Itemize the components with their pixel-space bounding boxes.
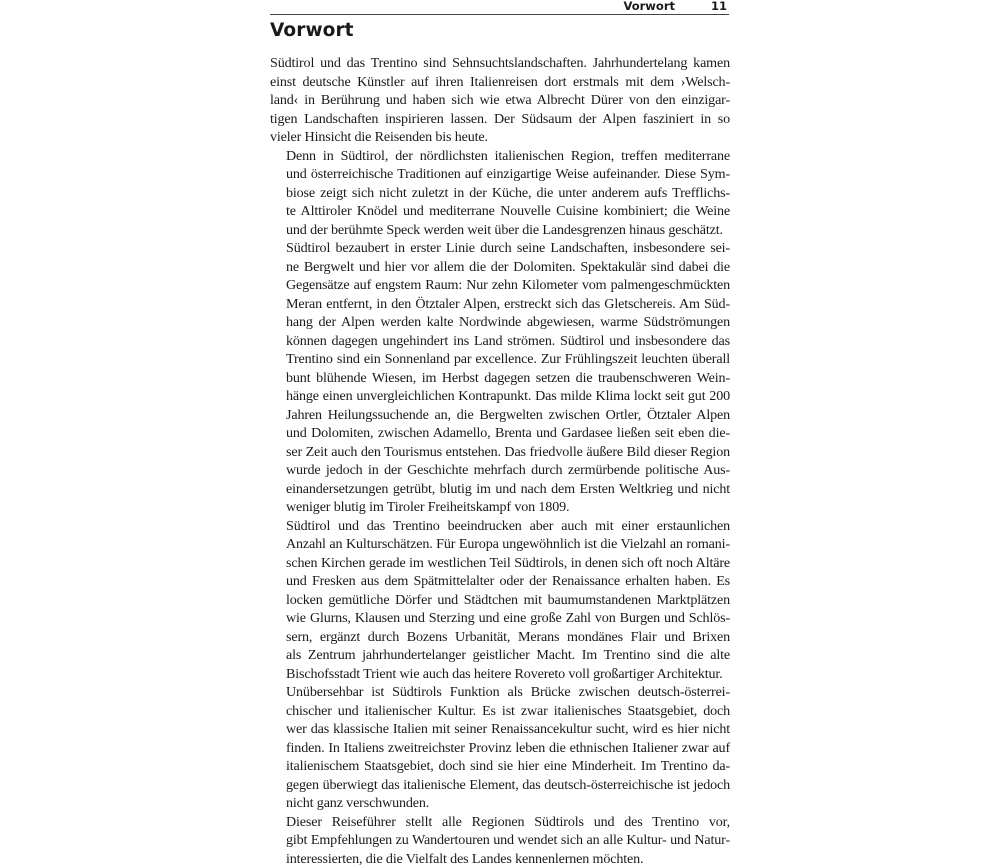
text-line: bunt blühende Wiesen, im Herbst dagegen setzen die traubenschweren Wein- [270,369,730,388]
book-page [270,0,730,800]
page-number: 11 [711,0,727,13]
running-header-title: Vorwort [623,0,675,13]
text-line: locken gemütliche Dörfer und Städtchen mit baumumstandenen Marktplätzen [270,591,730,610]
chapter-title: Vorwort [270,19,354,43]
text-line: nicht ganz verschwunden. [270,794,730,813]
text-line: wurde jedoch in der Geschichte mehrfach durch zermürbende politische Aus- [270,461,730,480]
text-line: italienischem Staatsgebiet, doch sind sie hier eine Minderheit. Im Trentino da- [270,757,730,776]
text-line: und Dolomiten, zwischen Adamello, Brenta und Gardasee ließen seit eben die- [270,424,730,443]
text-line: einandersetzungen getrübt, blutig im und nach dem Ersten Weltkrieg und nicht [270,480,730,499]
text-line: schen Kirchen gerade im westlichen Teil Südtirols, in denen sich oft noch Altäre [270,554,730,573]
text-line: te Alttiroler Knödel und mediterrane Nouvelle Cuisine kombiniert; die Weine [270,202,730,221]
text-line: als Zentrum jahrhundertelanger geistlicher Macht. Im Trentino sind die alte [270,646,730,665]
text-line: Südtirol und das Trentino sind Sehnsuchtslandschaften. Jahrhundertelang kamen [270,54,730,73]
text-line: ser Zeit auch den Tourismus entstehen. Das friedvolle äußere Bild dieser Region [270,443,730,462]
text-line: biose zeigt sich nicht zuletzt in der Küche, die unter anderem aufs Trefflichs- [270,184,730,203]
text-line: gibt Empfehlungen zu Wandertouren und wendet sich an alle Kultur- und Natur- [270,831,730,850]
text-line: finden. In Italiens zweitreichster Provinz leben die ethnischen Italiener zwar auf [270,739,730,758]
text-line: Meran entfernt, in den Ötztaler Alpen, erstreckt sich das Gletschereis. Am Süd- [270,295,730,314]
text-line: und der berühmte Speck werden weit über die Landesgrenzen hinaus geschätzt. [270,221,730,240]
text-line: chischer und italienischer Kultur. Es ist zwar italienisches Staatsgebiet, doch [270,702,730,721]
paragraph [270,517,730,684]
paragraph [270,239,730,517]
running-header [270,0,729,15]
text-line: Jahren Heilungssuchende an, die Bergwelten zwischen Ortler, Ötztaler Alpen [270,406,730,425]
text-line: Südtirol und das Trentino beeindrucken aber auch mit einer erstaunlichen [270,517,730,536]
text-line: ne Bergwelt und hier vor allem die der Dolomiten. Spektakulär sind dabei die [270,258,730,277]
text-line: Unübersehbar ist Südtirols Funktion als Brücke zwischen deutsch-österrei- [270,683,730,702]
text-line: hang der Alpen werden kalte Nordwinde abgewiesen, warme Südströmungen [270,313,730,332]
paragraph [270,147,730,240]
paragraph [270,683,730,813]
text-line: wie Glurns, Klausen und Sterzing und eine große Zahl von Burgen und Schlös- [270,609,730,628]
text-line: Denn in Südtirol, der nördlichsten italienischen Region, treffen mediterrane [270,147,730,166]
text-line: hänge einen unvergleichlichen Kontrapunkt. Das milde Klima lockt seit gut 200 [270,387,730,406]
text-line: vieler Hinsicht die Reisenden bis heute. [270,128,730,147]
text-line: und österreichische Traditionen auf einzigartige Weise aufeinander. Diese Sym- [270,165,730,184]
body-text [270,54,730,868]
text-line: können dagegen ungehindert ins Land strömen. Südtirol und insbesondere das [270,332,730,351]
text-line: land‹ in Berührung und haben sich wie etwa Albrecht Dürer von den einzigar- [270,91,730,110]
text-line: Gegensätze auf engstem Raum: Nur zehn Kilometer vom palmengeschmückten [270,276,730,295]
text-line: und Fresken aus dem Spätmittelalter oder der Renaissance erhalten haben. Es [270,572,730,591]
text-line: weniger blutig im Tiroler Freiheitskampf von 1809. [270,498,730,517]
text-line: sern, ergänzt durch Bozens Urbanität, Merans mondänes Flair und Brixen [270,628,730,647]
text-line: Dieser Reiseführer stellt alle Regionen Südtirols und des Trentino vor, [270,813,730,832]
text-line: einst deutsche Künstler auf ihren Italienreisen dort erstmals mit dem ›Welsch- [270,73,730,92]
text-line: interessierten, die die Vielfalt des Landes kennenlernen möchten. [270,850,730,868]
text-line: Bischofsstadt Trient wie auch das heitere Rovereto voll großartiger Architektur. [270,665,730,684]
paragraph [270,54,730,147]
text-line: Anzahl an Kulturschätzen. Für Europa ungewöhnlich ist die Vielzahl an romani- [270,535,730,554]
text-line: wer das klassische Italien mit seiner Renaissancekultur sucht, wird es hier nicht [270,720,730,739]
text-line: Südtirol bezaubert in erster Linie durch seine Landschaften, insbesondere sei- [270,239,730,258]
text-line: gegen überwiegt das italienische Element, das deutsch-österreichische ist jedoch [270,776,730,795]
text-line: Trentino sind ein Sonnenland par excellence. Zur Frühlingszeit leuchten überall [270,350,730,369]
text-line: tigen Landschaften inspirieren lassen. Der Südsaum der Alpen fasziniert in so [270,110,730,129]
paragraph [270,813,730,868]
